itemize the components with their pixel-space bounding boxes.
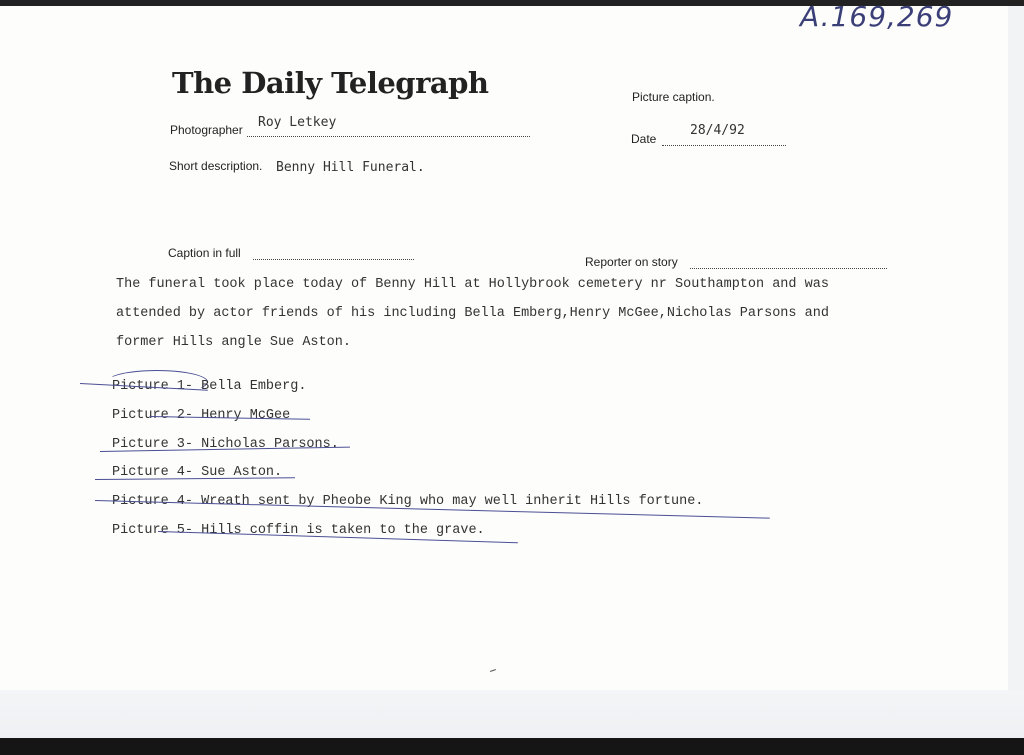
- photographer-field-line: [247, 136, 530, 137]
- short-description-value: Benny Hill Funeral.: [276, 160, 425, 175]
- picture-caption-label: Picture caption.: [632, 90, 715, 104]
- picture-list-item: Picture 5- Hills coffin is taken to the grave.: [112, 523, 485, 538]
- date-label: Date: [631, 132, 657, 146]
- masthead-logo: The Daily Telegraph: [172, 66, 489, 100]
- date-field-line: [662, 145, 786, 146]
- caption-field-line: [253, 259, 414, 260]
- reporter-field-line: [690, 268, 887, 269]
- picture-list-item: Picture 4- Sue Aston.: [112, 465, 283, 480]
- picture-list-item: Picture 3- Nicholas Parsons.: [112, 437, 339, 452]
- paper-edge: [1008, 6, 1024, 690]
- caption-text-line: The funeral took place today of Benny Hill at Hollybrook cemetery nr Southampton and was: [116, 277, 829, 292]
- short-description-label: Short description.: [169, 159, 263, 173]
- caption-in-full-label: Caption in full: [168, 246, 241, 260]
- date-value: 28/4/92: [690, 123, 745, 138]
- photographer-value: Roy Letkey: [258, 115, 337, 130]
- archive-number: A.169,269: [800, 0, 954, 33]
- picture-list-item: Picture 2- Henry McGee: [112, 408, 291, 423]
- pen-mark: [490, 669, 496, 672]
- caption-text-line: former Hills angle Sue Aston.: [116, 335, 351, 350]
- picture-list-item: Picture 4- Wreath sent by Pheobe King who may well inherit Hills fortune.: [112, 494, 704, 509]
- photographer-label: Photographer: [170, 123, 243, 137]
- bottom-edge: [0, 738, 1024, 755]
- reporter-label: Reporter on story: [585, 255, 678, 269]
- caption-text-line: attended by actor friends of his including Bella Emberg,Henry McGee,Nicholas Parsons and: [116, 306, 829, 321]
- paper-fold-band: [0, 690, 1024, 740]
- picture-list-item: Picture 1- Bella Emberg.: [112, 379, 307, 394]
